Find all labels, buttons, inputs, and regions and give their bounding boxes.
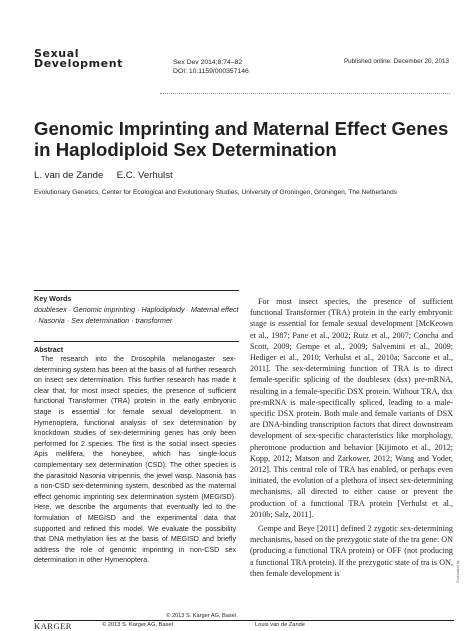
correspondence-name: Louis van de Zande	[255, 622, 305, 628]
correspondence-block	[255, 622, 305, 630]
keywords-heading: Key Words	[34, 294, 72, 303]
published-online-date: Published online: December 20, 2013	[343, 58, 449, 65]
keywords-list: doublesex · Genomic imprinting · Haplodiploidy · Maternal effect · Nasonia · Sex determination · transformer	[34, 305, 239, 325]
article-title: Genomic Imprinting and Maternal Effect Genes in Haplodiploid Sex Determination	[34, 118, 449, 160]
journal-name-line2: Development	[34, 57, 124, 70]
footer-copyright-block	[102, 622, 173, 630]
journal-name-line1: Sexual	[34, 47, 80, 60]
journal-logo	[34, 49, 123, 69]
doi-link[interactable]: DOI: 10.1159/000357146	[173, 68, 249, 75]
side-note-line: Downloaded by:	[456, 560, 460, 583]
footer-rule	[34, 620, 454, 621]
abstract-heading: Abstract	[34, 345, 64, 354]
abstract-copyright: © 2013 S. Karger AG, Basel	[166, 613, 236, 619]
citation-block	[173, 58, 249, 76]
keywords-top-rule	[34, 290, 239, 291]
journal-reference: Sex Dev 2014;8:74–82	[173, 59, 243, 66]
dotted-divider	[160, 93, 450, 96]
author-list: L. van de Zande E.C. Verhulst	[34, 170, 173, 181]
abstract-top-rule	[34, 341, 239, 342]
download-side-note	[456, 560, 468, 630]
author-affiliation: Evolutionary Genetics, Center for Ecological and Evolutionary Studies, University of Groningen, Groningen, The Netherlands	[34, 189, 398, 196]
body-paragraph: For most insect species, the presence of sufficient functional Transformer (TRA) protein in the early embryonic stage is essential for female sexual development [McKeown et al., 1987; Pane et al., 2002; Ruiz et al., 2007; Concha and Scott, 2009; Gempe et al., 2009; Salvemini et al., 2009; Hediger et al., 2010; Verhulst et al., 2010a; Saccone et al., 2011]. The sex-determining function of TRA is to direct female-specific splicing of the doublesex (dsx) pre-mRNA, resulting in a female-specific DSX protein. Without TRA, dsx pre-mRNA is male-specifically spliced, leading to a male-specific DSX protein. Both male and female variants of DSX are DNA-binding transcription factors that direct downstream development of sex-specific characteristics like morphology, pheromone production and behavior [Kijimoto et al., 2012; Kopp, 2012; Matson and Zarkower, 2012; Wang and Yoder, 2012]. This central role of TRA has enabled, or perhaps even initiated, the evolution of a plethora of insect sex-determining mechanisms, all directed to either cause or prevent the production of a functional TRA protein [Verhulst et al., 2010b; Salz, 2011].	[250, 297, 453, 519]
footer-copyright: © 2013 S. Karger AG, Basel	[102, 622, 173, 628]
article-body	[250, 296, 453, 579]
publisher-logo: KARGER	[34, 621, 72, 631]
body-paragraph: Gempe and Beye [2011] defined 2 zygotic sex-determining mechanisms, based on the prezygotic state of the tra gene: ON (producing a functional TRA protein) or OFF (not producing a functional TRA protein). If the prezygotic state of tra is ON, then female development is	[250, 524, 453, 578]
abstract-body	[34, 354, 236, 566]
abstract-text: The research into the Drosophila melanogaster sex-determining system has been at the basis of all further research on insect sex determination. This further research has made it clear that, for most insect species, the presence of sufficient functional Transformer (TRA) protein in the early embryonic stage is essential for female sexual development. In Hymenoptera, functional analysis of sex determination by knockdown studies of sex-determining genes has only been performed for 2 species. The first is the social insect species Apis mellifera, the honeybee, which has single-locus complementary sex determination (CSD). The other species is the parasitoid Nasonia vitripennis, the jewel wasp. Nasonia has a non-CSD sex-determining system, described as the maternal effect genomic imprinting sex determination system (MEGISD). Here, we describe the arguments that eventually led to the formulation of MEGISD and the experimental data that supported and refined this model. We evaluate the possibility that DNA methylation lies at the basis of MEGISD and briefly address the role of genomic imprinting in non-CSD sex determination in other Hymenoptera.	[34, 355, 236, 565]
